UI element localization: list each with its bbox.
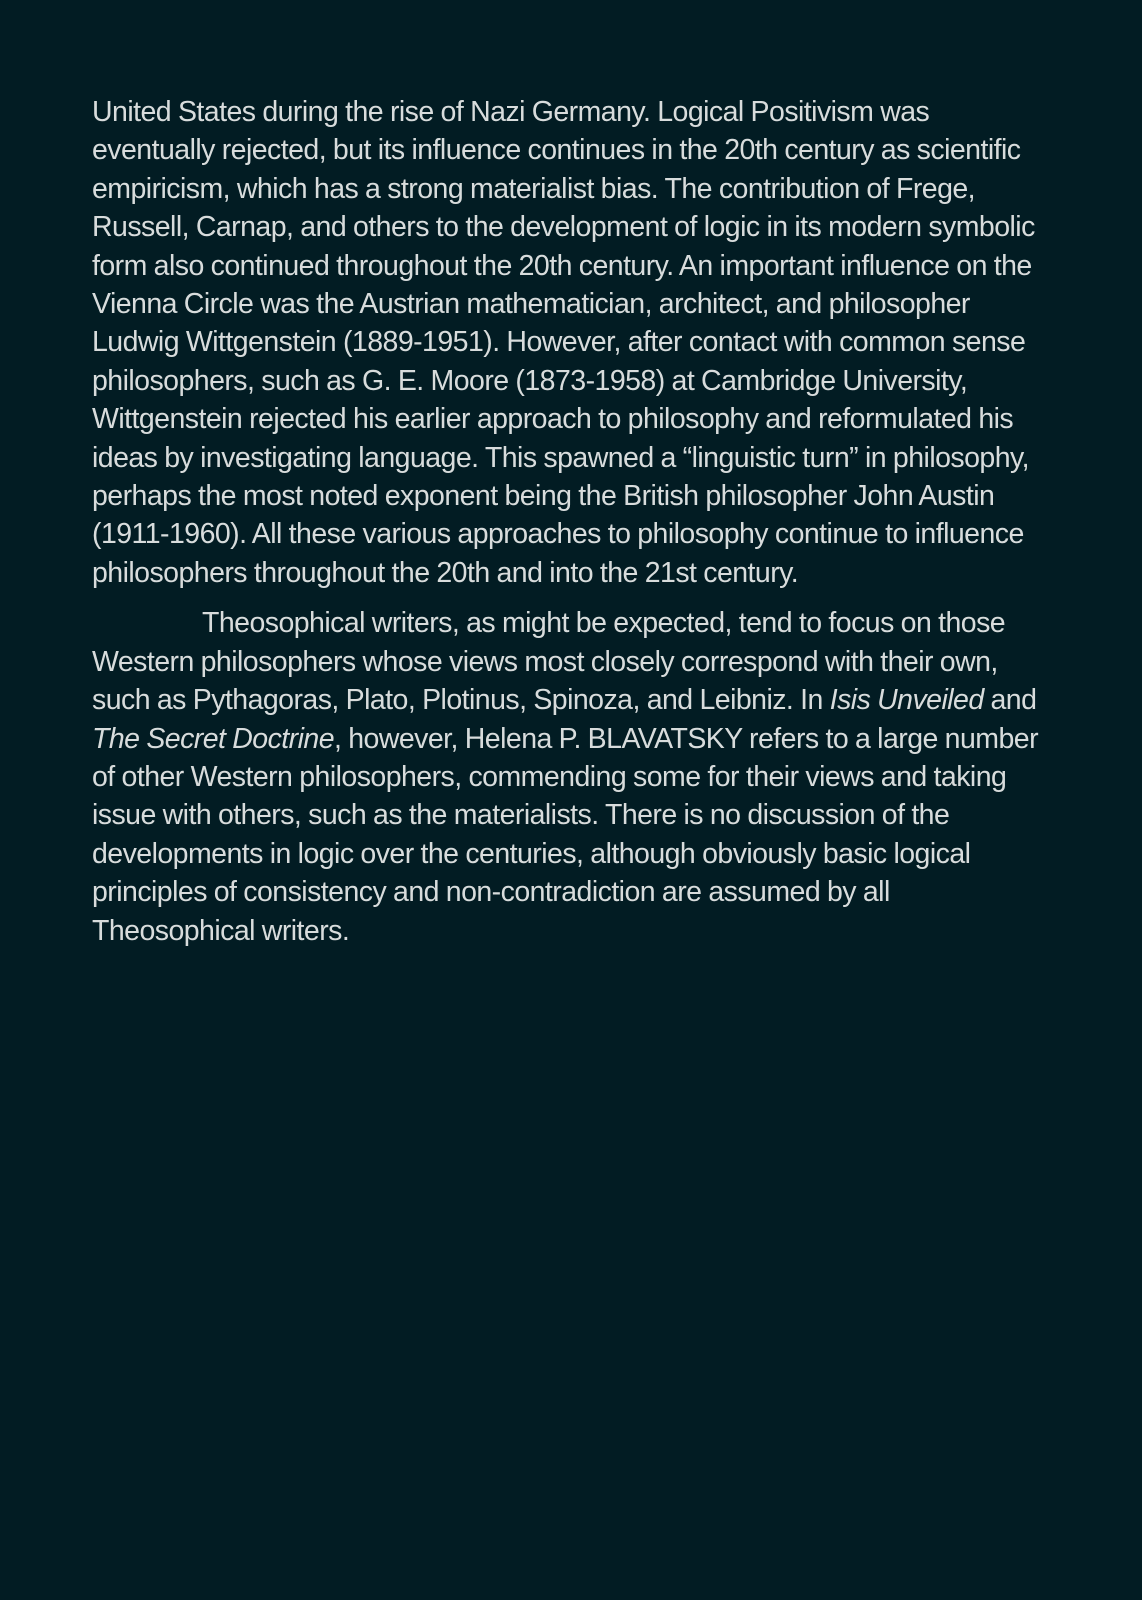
- text-line: Vienna Circle was the Austrian mathematician, architect, and philosopher: [92, 288, 970, 321]
- book-title-secret-doctrine: The Secret Doctrine: [92, 722, 334, 755]
- text-line: perhaps the most noted exponent being the British philosopher John Austin: [92, 480, 995, 513]
- text-line: Western philosophers whose views most closely correspond with their own,: [92, 645, 998, 678]
- text-line: empiricism, which has a strong materialist bias. The contribution of Frege,: [92, 172, 976, 205]
- text-line: issue with others, such as the materialists. There is no discussion of the: [92, 799, 950, 832]
- text-run: such as Pythagoras, Plato, Plotinus, Spinoza, and Leibniz. In: [92, 684, 830, 717]
- text-line: Ludwig Wittgenstein (1889-1951). However, after contact with common sense: [92, 326, 1026, 359]
- text-line: Wittgenstein rejected his earlier approach to philosophy and reformulated his: [92, 403, 1014, 436]
- text-line: Russell, Carnap, and others to the development of logic in its modern symbolic: [92, 211, 1035, 244]
- text-line: developments in logic over the centuries, although obviously basic logical: [92, 837, 971, 870]
- text-line: [92, 604, 1052, 642]
- text-line: principles of consistency and non-contradiction are assumed by all: [92, 876, 890, 909]
- text-line: [92, 681, 1052, 719]
- text-line: Theosophical writers.: [92, 914, 350, 947]
- body-text: [92, 93, 1052, 950]
- text-line: United States during the rise of Nazi Germany. Logical Positivism was: [92, 96, 930, 128]
- text-line: [92, 720, 1052, 758]
- text-run: , however, Helena P. BLAVATSKY refers to a large number: [334, 722, 1039, 755]
- book-title-isis-unveiled: Isis Unveiled: [829, 684, 984, 717]
- text-line: of other Western philosophers, commending some for their views and taking: [92, 760, 1007, 793]
- text-line: (1911-1960). All these various approaches to philosophy continue to influence: [92, 518, 1024, 551]
- text-run: Theosophical writers, as might be expected, tend to focus on those: [202, 607, 1006, 640]
- paragraph-theosophical-writers: [92, 604, 1052, 950]
- text-line: ideas by investigating language. This spawned a “linguistic turn” in philosophy,: [92, 441, 1029, 474]
- text-line: philosophers throughout the 20th and into the 21st century.: [92, 556, 799, 589]
- text-line: philosophers, such as G. E. Moore (1873-1958) at Cambridge University,: [92, 364, 968, 397]
- text-line: form also continued throughout the 20th century. An important influence on the: [92, 249, 1032, 282]
- text-run: and: [983, 684, 1037, 717]
- text-line: eventually rejected, but its influence continues in the 20th century as scientific: [92, 134, 1021, 167]
- paragraph-logical-positivism: [92, 93, 1052, 592]
